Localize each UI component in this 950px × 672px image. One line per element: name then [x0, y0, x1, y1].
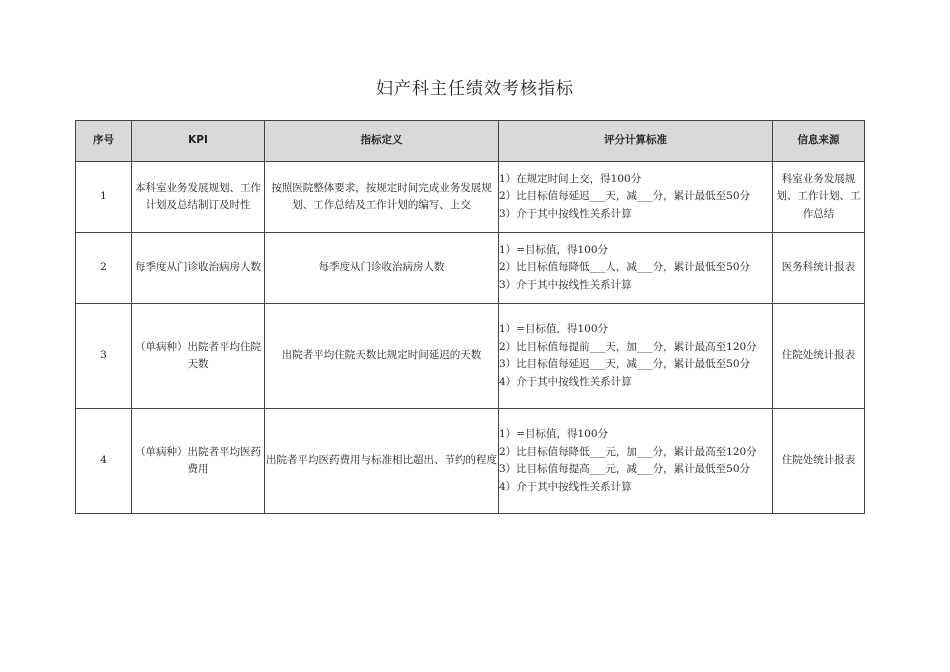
criteria-line: 1）=目标值，得100分	[499, 243, 609, 256]
row-number: 2	[76, 233, 132, 304]
header-source: 信息来源	[773, 121, 865, 162]
header-kpi: KPI	[132, 121, 265, 162]
table-header-row	[76, 121, 865, 162]
kpi-table	[75, 120, 865, 514]
table-row	[76, 409, 865, 514]
criteria-line: 4）介于其中按线性关系计算	[499, 375, 632, 388]
criteria-line: 3）比目标值每提高___元，减___分，累计最低至50分	[499, 463, 751, 475]
table-row	[76, 304, 865, 409]
criteria-cell	[499, 409, 773, 514]
table-row	[76, 233, 865, 304]
criteria-line: 2）比目标值每降低___人，减___分，累计最低至50分	[499, 261, 751, 274]
criteria-cell	[499, 304, 773, 409]
criteria-cell	[499, 233, 773, 304]
criteria-line: 3）介于其中按线性关系计算	[499, 207, 632, 220]
source-cell: 科室业务发展规划、工作计划、工作总结	[773, 162, 865, 233]
definition-cell: 按照医院整体要求，按规定时间完成业务发展规划、工作总结及工作计划的编写、上交	[265, 162, 499, 233]
criteria-line: 1）在规定时间上交，得100分	[499, 172, 642, 185]
criteria-line: 1）=目标值，得100分	[499, 428, 609, 440]
header-criteria: 评分计算标准	[499, 121, 773, 162]
definition-cell: 出院者平均住院天数比规定时间延迟的天数	[265, 304, 499, 409]
criteria-line: 3）介于其中按线性关系计算	[499, 278, 632, 291]
criteria-line: 1）=目标值，得100分	[499, 323, 609, 335]
row-number: 4	[76, 409, 132, 514]
criteria-line: 3）比目标值每延迟___天，减___分，累计最低至50分	[499, 358, 751, 370]
definition-cell: 每季度从门诊收治病房人数	[265, 233, 499, 304]
kpi-cell: 本科室业务发展规划、工作计划及总结制订及时性	[132, 162, 265, 233]
header-definition: 指标定义	[265, 121, 499, 162]
source-cell: 医务科统计报表	[773, 233, 865, 304]
kpi-cell: 每季度从门诊收治病房人数	[132, 233, 265, 304]
row-number: 3	[76, 304, 132, 409]
source-cell: 住院处统计报表	[773, 409, 865, 514]
source-cell: 住院处统计报表	[773, 304, 865, 409]
criteria-line: 2）比目标值每提前___天，加___分，累计最高至120分	[499, 340, 757, 353]
definition-cell: 出院者平均医药费用与标准相比超出、节约的程度	[265, 409, 499, 514]
page-title: 妇产科主任绩效考核指标	[376, 79, 574, 99]
kpi-cell: （单病种）出院者平均住院天数	[132, 304, 265, 409]
header-no: 序号	[76, 121, 132, 162]
criteria-line: 2）比目标值每降低___元，加___分，累计最高至120分	[499, 445, 757, 458]
row-number: 1	[76, 162, 132, 233]
criteria-line: 2）比目标值每延迟___天，减___分，累计最低至50分	[499, 190, 751, 203]
kpi-cell: （单病种）出院者平均医药费用	[132, 409, 265, 514]
criteria-line: 4）介于其中按线性关系计算	[499, 480, 632, 493]
criteria-cell	[499, 162, 773, 233]
table-row	[76, 162, 865, 233]
